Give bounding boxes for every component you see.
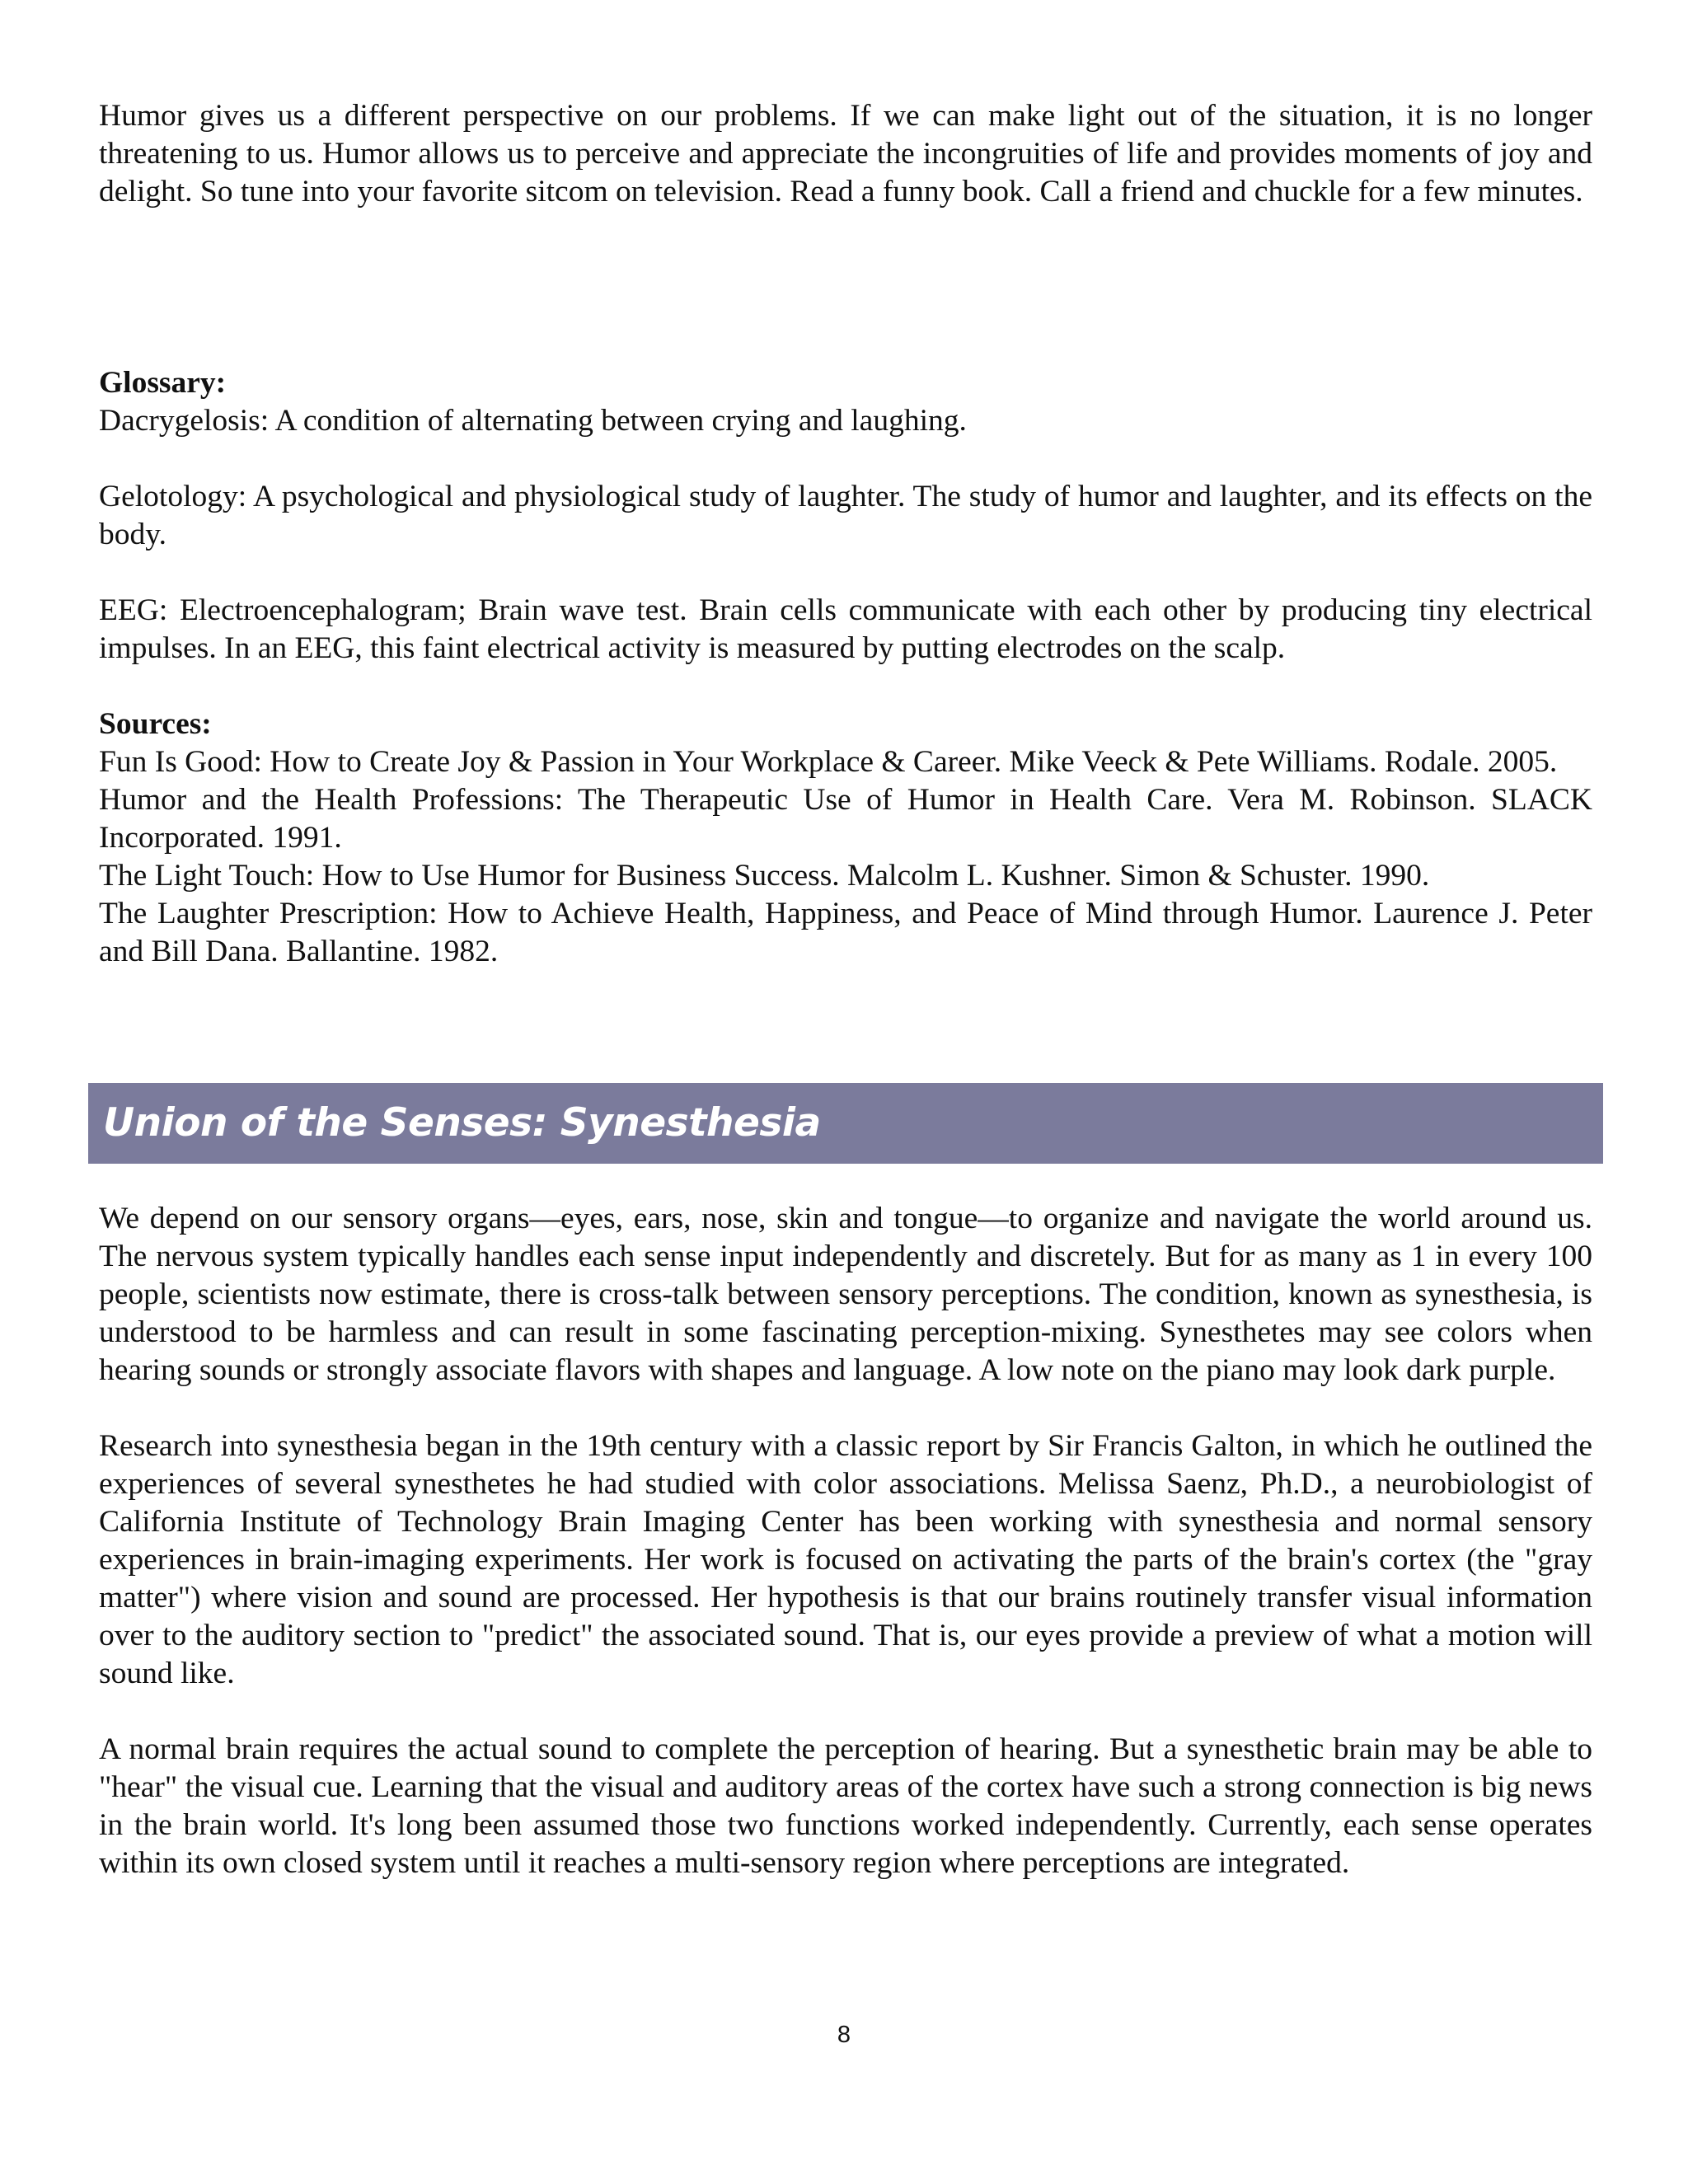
glossary-heading: Glossary: [99, 366, 227, 400]
section-paragraph: Research into synesthesia began in the 19th century with a classic report by Sir Francis Galton, in which he outlined the experiences of several synesthetes he had studied with color associations. Melissa Saenz, Ph.D., a neurobiologist of California Institute of Technology Brain Imaging Center has been working with synesthesia and normal sensory experiences in brain-imaging experiments. Her work is focused on activating the parts of the brain's cortex (the "gray matter") where vision and sound are processed. Her hypothesis is that our brains routinely transfer visual information over to the auditory section to "predict" the associated sound. That is, our eyes provide a preview of what a motion will sound like. [99, 1429, 1592, 1690]
sources-heading: Sources: [99, 707, 212, 741]
source-item-humor-health-professions: Humor and the Health Professions: The Therapeutic Use of Humor in Health Care. Vera M. Robinson. SLACK Incorporated. 1991. [99, 783, 1592, 855]
intro-paragraph: Humor gives us a different perspective on our problems. If we can make light out of the situation, it is no longer threatening to us. Humor allows us to perceive and appreciate the incongruities of life and provides moments of joy and delight. So tune into your favorite sitcom on television. Read a funny book. Call a friend and chuckle for a few minutes. [99, 99, 1592, 209]
section-body [99, 1200, 1592, 1882]
spacer [99, 1693, 1592, 1731]
section-banner [88, 1083, 1603, 1164]
section-title: Union of the Senses: Synesthesia [103, 1100, 821, 1146]
glossary-item-dacrygelosis: Dacrygelosis: A condition of alternating between crying and laughing. [99, 404, 967, 438]
source-item-light-touch: The Light Touch: How to Use Humor for Business Success. Malcolm L. Kushner. Simon & Schuster. 1990. [99, 859, 1430, 893]
source-item-laughter-prescription: The Laughter Prescription: How to Achieve Health, Happiness, and Peace of Mind through Humor. Laurence J. Peter and Bill Dana. Ballantine. 1982. [99, 897, 1592, 968]
page-number: 8 [837, 2022, 851, 2048]
spacer [99, 440, 1592, 478]
section-paragraph: We depend on our sensory organs—eyes, ears, nose, skin and tongue—to organize and navigate the world around us. The nervous system typically handles each sense input independently and discretely. But for as many as 1 in every 100 people, scientists now estimate, there is cross-talk between sensory perceptions. The condition, known as synesthesia, is understood to be harmless and can result in some fascinating perception-mixing. Synesthetes may see colors when hearing sounds or strongly associate flavors with shapes and language. A low note on the piano may look dark purple. [99, 1202, 1592, 1387]
section-paragraph: A normal brain requires the actual sound to complete the perception of hearing. But a synesthetic brain may be able to "hear" the visual cue. Learning that the visual and auditory areas of the cortex have such a strong connection is big news in the brain world. It's long been assumed those two functions worked independently. Currently, each sense operates within its own closed system until it reaches a multi-sensory region where perceptions are integrated. [99, 1732, 1592, 1880]
glossary-item-gelotology: Gelotology: A psychological and physiological study of laughter. The study of humor and laughter, and its effects on the body. [99, 480, 1592, 551]
upper-content [99, 97, 1592, 971]
source-item-fun-is-good: Fun Is Good: How to Create Joy & Passion in Your Workplace & Career. Mike Veeck & Pete Williams. Rodale. 2005. [99, 745, 1558, 779]
spacer [99, 554, 1592, 592]
glossary-item-eeg: EEG: Electroencephalogram; Brain wave test. Brain cells communicate with each other by producing tiny electrical impulses. In an EEG, this faint electrical activity is measured by putting electrodes on the scalp. [99, 593, 1592, 665]
spacer [99, 1390, 1592, 1427]
